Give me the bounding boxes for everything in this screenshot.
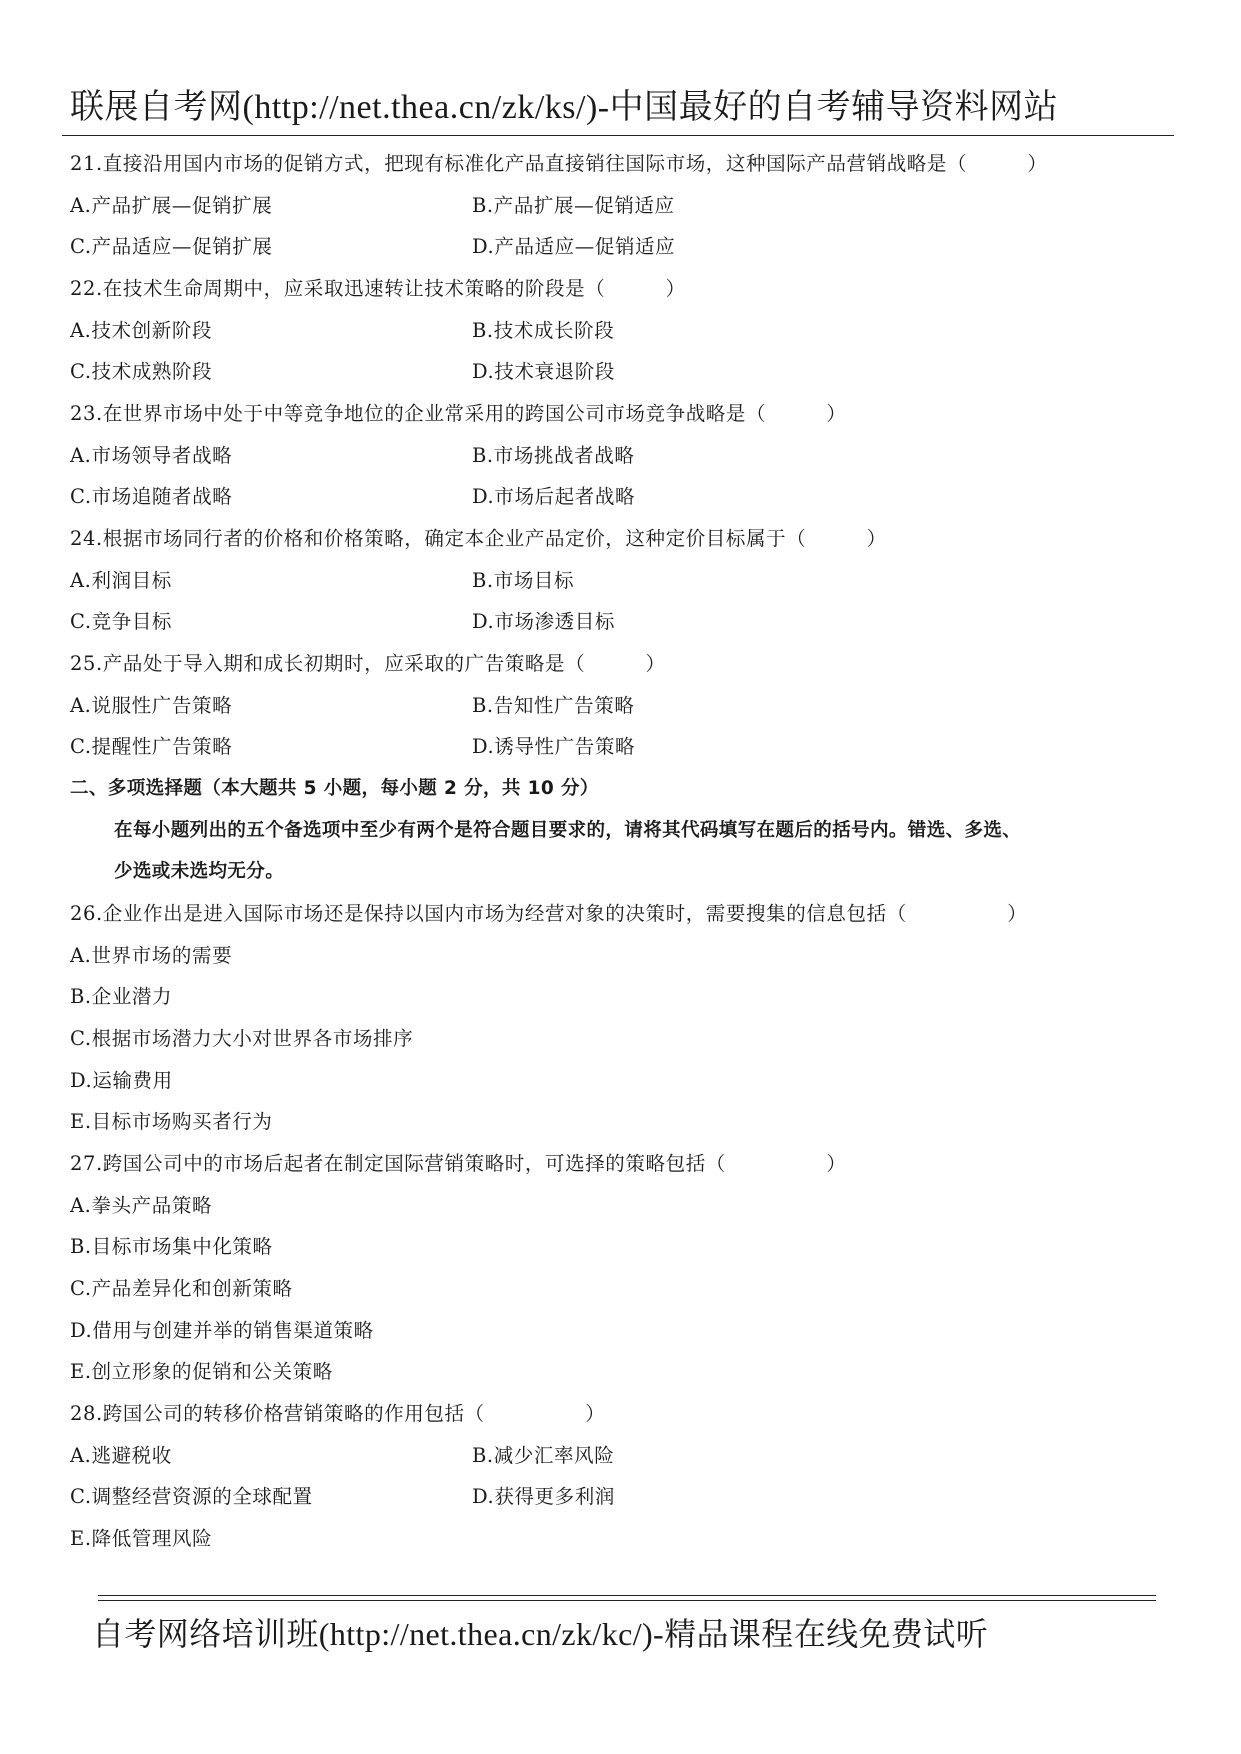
question-21-option-b: B.产品扩展—促销适应 <box>472 194 675 217</box>
section-instruction-line-2: 少选或未选均无分。 <box>114 861 285 882</box>
question-23-option-d: D.市场后起者战略 <box>472 485 636 508</box>
question-21-option-a: A.产品扩展—促销扩展 <box>70 194 273 217</box>
question-22-option-c: C.技术成熟阶段 <box>70 360 213 383</box>
question-21-option-d: D.产品适应—促销适应 <box>472 235 676 258</box>
question-28-stem: 28.跨国公司的转移价格营销策略的作用包括（ ） <box>70 1402 606 1425</box>
question-27-option-b: B.目标市场集中化策略 <box>70 1235 273 1258</box>
question-21-stem: 21.直接沿用国内市场的促销方式，把现有标准化产品直接销往国际市场，这种国际产品营销战略是（ ） <box>70 152 1048 175</box>
page-header-title: 联展自考网(http://net.thea.cn/zk/ks/)-中国最好的自考辅导资料网站 <box>70 89 1059 126</box>
question-23-stem: 23.在世界市场中处于中等竞争地位的企业常采用的跨国公司市场竞争战略是（ ） <box>70 402 847 425</box>
question-28-option-e: E.降低管理风险 <box>70 1527 213 1550</box>
section-instruction-line-1: 在每小题列出的五个备选项中至少有两个是符合题目要求的，请将其代码填写在题后的括号内。错选、多选、 <box>114 820 1022 841</box>
question-28-option-a: A.逃避税收 <box>70 1444 172 1467</box>
question-27-option-c: C.产品差异化和创新策略 <box>70 1277 293 1300</box>
footer-divider-top <box>98 1595 1156 1596</box>
question-25-option-d: D.诱导性广告策略 <box>472 735 636 758</box>
question-25-option-a: A.说服性广告策略 <box>70 694 233 717</box>
question-24-stem: 24.根据市场同行者的价格和价格策略，确定本企业产品定价，这种定价目标属于（ ） <box>70 527 887 550</box>
footer-divider-bottom <box>98 1600 1156 1601</box>
question-27-option-d: D.借用与创建并举的销售渠道策略 <box>70 1319 374 1342</box>
question-27-option-e: E.创立形象的促销和公关策略 <box>70 1360 333 1383</box>
question-26-option-a: A.世界市场的需要 <box>70 944 233 967</box>
question-25-option-c: C.提醒性广告策略 <box>70 735 233 758</box>
question-23-option-b: B.市场挑战者战略 <box>472 444 635 467</box>
question-25-option-b: B.告知性广告策略 <box>472 694 635 717</box>
question-26-option-e: E.目标市场购买者行为 <box>70 1110 273 1133</box>
question-26-option-d: D.运输费用 <box>70 1069 173 1092</box>
question-26-stem: 26.企业作出是进入国际市场还是保持以国内市场为经营对象的决策时，需要搜集的信息包括（ ） <box>70 902 1028 925</box>
question-25-stem: 25.产品处于导入期和成长初期时，应采取的广告策略是（ ） <box>70 652 666 675</box>
question-28-option-d: D.获得更多利润 <box>472 1485 615 1508</box>
page-footer-title: 自考网络培训班(http://net.thea.cn/zk/kc/)-精品课程在线免费试听 <box>92 1616 989 1652</box>
header-divider <box>62 135 1174 136</box>
question-28-option-c: C.调整经营资源的全球配置 <box>70 1485 313 1508</box>
section-heading: 二、多项选择题（本大题共 5 小题，每小题 2 分，共 10 分） <box>70 778 599 799</box>
question-22-option-a: A.技术创新阶段 <box>70 319 213 342</box>
question-28-option-b: B.减少汇率风险 <box>472 1444 615 1467</box>
question-27-stem: 27.跨国公司中的市场后起者在制定国际营销策略时，可选择的策略包括（ ） <box>70 1152 847 1175</box>
question-24-option-b: B.市场目标 <box>472 569 575 592</box>
question-22-option-b: B.技术成长阶段 <box>472 319 615 342</box>
question-24-option-d: D.市场渗透目标 <box>472 610 615 633</box>
question-21-option-c: C.产品适应—促销扩展 <box>70 235 273 258</box>
question-24-option-c: C.竞争目标 <box>70 610 173 633</box>
question-23-option-c: C.市场追随者战略 <box>70 485 233 508</box>
question-27-option-a: A.拳头产品策略 <box>70 1194 213 1217</box>
question-26-option-c: C.根据市场潜力大小对世界各市场排序 <box>70 1027 414 1050</box>
question-22-stem: 22.在技术生命周期中，应采取迅速转让技术策略的阶段是（ ） <box>70 277 686 300</box>
question-26-option-b: B.企业潜力 <box>70 985 173 1008</box>
question-24-option-a: A.利润目标 <box>70 569 172 592</box>
question-22-option-d: D.技术衰退阶段 <box>472 360 615 383</box>
question-23-option-a: A.市场领导者战略 <box>70 444 233 467</box>
